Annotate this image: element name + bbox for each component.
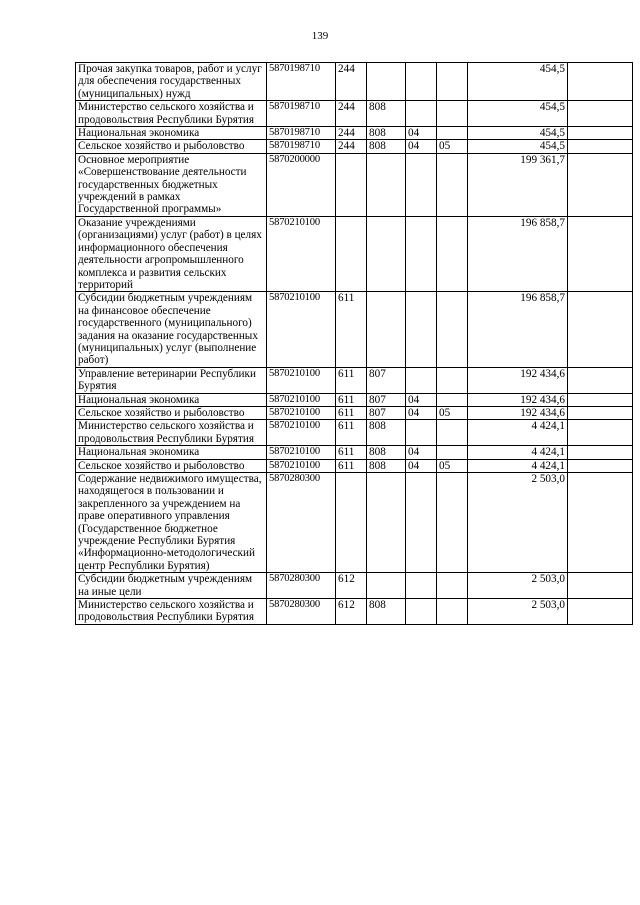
- row-empty-cell: [568, 599, 633, 625]
- table-row: [76, 599, 633, 625]
- row-expense-type-cell: 611: [336, 459, 367, 472]
- table-row: [76, 393, 633, 406]
- table-row: [76, 406, 633, 419]
- row-expense-type-cell: 612: [336, 573, 367, 599]
- row-expense-type-cell: 611: [336, 446, 367, 459]
- row-section-cell: 04: [406, 406, 437, 419]
- row-section-cell: 04: [406, 393, 437, 406]
- row-empty-cell: [568, 573, 633, 599]
- row-empty-cell: [568, 127, 633, 140]
- row-amount-cell: 454,5: [468, 127, 568, 140]
- row-amount-cell: 4 424,1: [468, 446, 568, 459]
- row-expense-type-cell: 244: [336, 127, 367, 140]
- row-name-cell: Сельское хозяйство и рыболовство: [76, 406, 267, 419]
- row-code-cell: 5870200000: [267, 153, 336, 216]
- row-expense-type-cell: 611: [336, 292, 367, 367]
- row-section-cell: [406, 599, 437, 625]
- row-name-cell: Министерство сельского хозяйства и продовольствия Республики Бурятия: [76, 420, 267, 446]
- row-code-cell: 5870198710: [267, 101, 336, 127]
- table-row: [76, 153, 633, 216]
- row-amount-cell: 454,5: [468, 101, 568, 127]
- row-section-cell: [406, 473, 437, 573]
- row-code-cell: 5870280300: [267, 573, 336, 599]
- row-department-cell: [367, 473, 406, 573]
- row-expense-type-cell: [336, 216, 367, 291]
- table-row: [76, 63, 633, 101]
- row-subsection-cell: [437, 473, 468, 573]
- row-subsection-cell: [437, 420, 468, 446]
- row-code-cell: 5870210100: [267, 446, 336, 459]
- row-code-cell: 5870210100: [267, 459, 336, 472]
- row-amount-cell: 199 361,7: [468, 153, 568, 216]
- row-section-cell: [406, 101, 437, 127]
- row-code-cell: 5870210100: [267, 420, 336, 446]
- row-amount-cell: 192 434,6: [468, 393, 568, 406]
- row-name-cell: Сельское хозяйство и рыболовство: [76, 140, 267, 153]
- row-name-cell: Субсидии бюджетным учреждениям на финансовое обеспечение государственного (муниципального) задания на оказание государственных (муниципальных) услуг (выполнение работ): [76, 292, 267, 367]
- row-amount-cell: 196 858,7: [468, 216, 568, 291]
- table-row: [76, 292, 633, 367]
- row-name-cell: Содержание недвижимого имущества, находящегося в пользовании и закрепленного за учреждением на праве оперативного управления (Государственное бюджетное учреждение Республики Бурятия «Информационно-методологический центр Республики Бурятия): [76, 473, 267, 573]
- row-subsection-cell: [437, 101, 468, 127]
- row-empty-cell: [568, 393, 633, 406]
- row-subsection-cell: 05: [437, 406, 468, 419]
- row-expense-type-cell: 244: [336, 140, 367, 153]
- row-expense-type-cell: 611: [336, 393, 367, 406]
- row-empty-cell: [568, 420, 633, 446]
- row-section-cell: [406, 216, 437, 291]
- row-amount-cell: 4 424,1: [468, 420, 568, 446]
- table-row: [76, 446, 633, 459]
- row-name-cell: Субсидии бюджетным учреждениям на иные цели: [76, 573, 267, 599]
- row-empty-cell: [568, 473, 633, 573]
- row-code-cell: 5870280300: [267, 599, 336, 625]
- table-row: [76, 127, 633, 140]
- row-department-cell: 807: [367, 406, 406, 419]
- table-row: [76, 367, 633, 393]
- row-department-cell: [367, 216, 406, 291]
- row-department-cell: [367, 292, 406, 367]
- row-section-cell: 04: [406, 446, 437, 459]
- row-expense-type-cell: 244: [336, 101, 367, 127]
- row-department-cell: 808: [367, 140, 406, 153]
- row-expense-type-cell: 611: [336, 406, 367, 419]
- row-name-cell: Министерство сельского хозяйства и продовольствия Республики Бурятия: [76, 101, 267, 127]
- row-expense-type-cell: 612: [336, 599, 367, 625]
- row-empty-cell: [568, 406, 633, 419]
- row-department-cell: 808: [367, 127, 406, 140]
- row-section-cell: [406, 153, 437, 216]
- row-department-cell: 808: [367, 420, 406, 446]
- row-name-cell: Министерство сельского хозяйства и продовольствия Республики Бурятия: [76, 599, 267, 625]
- row-department-cell: 807: [367, 393, 406, 406]
- table-row: [76, 459, 633, 472]
- budget-table: [75, 62, 633, 625]
- row-department-cell: 808: [367, 459, 406, 472]
- row-subsection-cell: [437, 216, 468, 291]
- row-department-cell: 808: [367, 599, 406, 625]
- row-subsection-cell: [437, 127, 468, 140]
- row-amount-cell: 454,5: [468, 140, 568, 153]
- row-amount-cell: 454,5: [468, 63, 568, 101]
- row-code-cell: 5870210100: [267, 367, 336, 393]
- table-row: [76, 420, 633, 446]
- table-row: [76, 216, 633, 291]
- row-subsection-cell: [437, 393, 468, 406]
- row-code-cell: 5870198710: [267, 63, 336, 101]
- row-subsection-cell: 05: [437, 140, 468, 153]
- row-subsection-cell: [437, 367, 468, 393]
- row-subsection-cell: [437, 446, 468, 459]
- row-name-cell: Национальная экономика: [76, 446, 267, 459]
- row-department-cell: [367, 153, 406, 216]
- row-amount-cell: 2 503,0: [468, 599, 568, 625]
- row-empty-cell: [568, 216, 633, 291]
- row-amount-cell: 2 503,0: [468, 573, 568, 599]
- row-code-cell: 5870210100: [267, 406, 336, 419]
- page-number: 139: [311, 30, 329, 42]
- row-department-cell: 808: [367, 446, 406, 459]
- row-expense-type-cell: 611: [336, 420, 367, 446]
- row-code-cell: 5870210100: [267, 292, 336, 367]
- row-subsection-cell: 05: [437, 459, 468, 472]
- row-empty-cell: [568, 459, 633, 472]
- row-subsection-cell: [437, 63, 468, 101]
- row-code-cell: 5870198710: [267, 127, 336, 140]
- row-amount-cell: 196 858,7: [468, 292, 568, 367]
- table-row: [76, 473, 633, 573]
- row-empty-cell: [568, 367, 633, 393]
- row-expense-type-cell: 244: [336, 63, 367, 101]
- row-amount-cell: 4 424,1: [468, 459, 568, 472]
- row-subsection-cell: [437, 599, 468, 625]
- row-subsection-cell: [437, 573, 468, 599]
- row-expense-type-cell: 611: [336, 367, 367, 393]
- row-subsection-cell: [437, 153, 468, 216]
- row-section-cell: [406, 420, 437, 446]
- table-row: [76, 101, 633, 127]
- row-department-cell: [367, 63, 406, 101]
- row-department-cell: 808: [367, 101, 406, 127]
- row-empty-cell: [568, 292, 633, 367]
- row-department-cell: 807: [367, 367, 406, 393]
- row-section-cell: [406, 573, 437, 599]
- row-empty-cell: [568, 140, 633, 153]
- row-empty-cell: [568, 63, 633, 101]
- row-empty-cell: [568, 101, 633, 127]
- row-section-cell: 04: [406, 140, 437, 153]
- row-code-cell: 5870198710: [267, 140, 336, 153]
- row-name-cell: Сельское хозяйство и рыболовство: [76, 459, 267, 472]
- row-empty-cell: [568, 153, 633, 216]
- row-section-cell: 04: [406, 459, 437, 472]
- row-amount-cell: 192 434,6: [468, 367, 568, 393]
- row-code-cell: 5870210100: [267, 393, 336, 406]
- table-row: [76, 573, 633, 599]
- row-amount-cell: 192 434,6: [468, 406, 568, 419]
- row-name-cell: Прочая закупка товаров, работ и услуг для обеспечения государственных (муниципальных) нужд: [76, 63, 267, 101]
- row-name-cell: Национальная экономика: [76, 127, 267, 140]
- row-name-cell: Основное мероприятие «Совершенствование деятельности государственных бюджетных учреждений в рамках Государственной программы»: [76, 153, 267, 216]
- row-code-cell: 5870280300: [267, 473, 336, 573]
- row-expense-type-cell: [336, 473, 367, 573]
- row-section-cell: [406, 367, 437, 393]
- row-name-cell: Оказание учреждениями (организациями) услуг (работ) в целях информационного обеспечения деятельности агропромышленного комплекса и развития сельских территорий: [76, 216, 267, 291]
- row-section-cell: [406, 292, 437, 367]
- row-name-cell: Управление ветеринарии Республики Бурятия: [76, 367, 267, 393]
- budget-table-body: [76, 63, 633, 625]
- row-code-cell: 5870210100: [267, 216, 336, 291]
- row-subsection-cell: [437, 292, 468, 367]
- row-amount-cell: 2 503,0: [468, 473, 568, 573]
- row-section-cell: [406, 63, 437, 101]
- row-section-cell: 04: [406, 127, 437, 140]
- row-empty-cell: [568, 446, 633, 459]
- row-department-cell: [367, 573, 406, 599]
- table-row: [76, 140, 633, 153]
- row-expense-type-cell: [336, 153, 367, 216]
- row-name-cell: Национальная экономика: [76, 393, 267, 406]
